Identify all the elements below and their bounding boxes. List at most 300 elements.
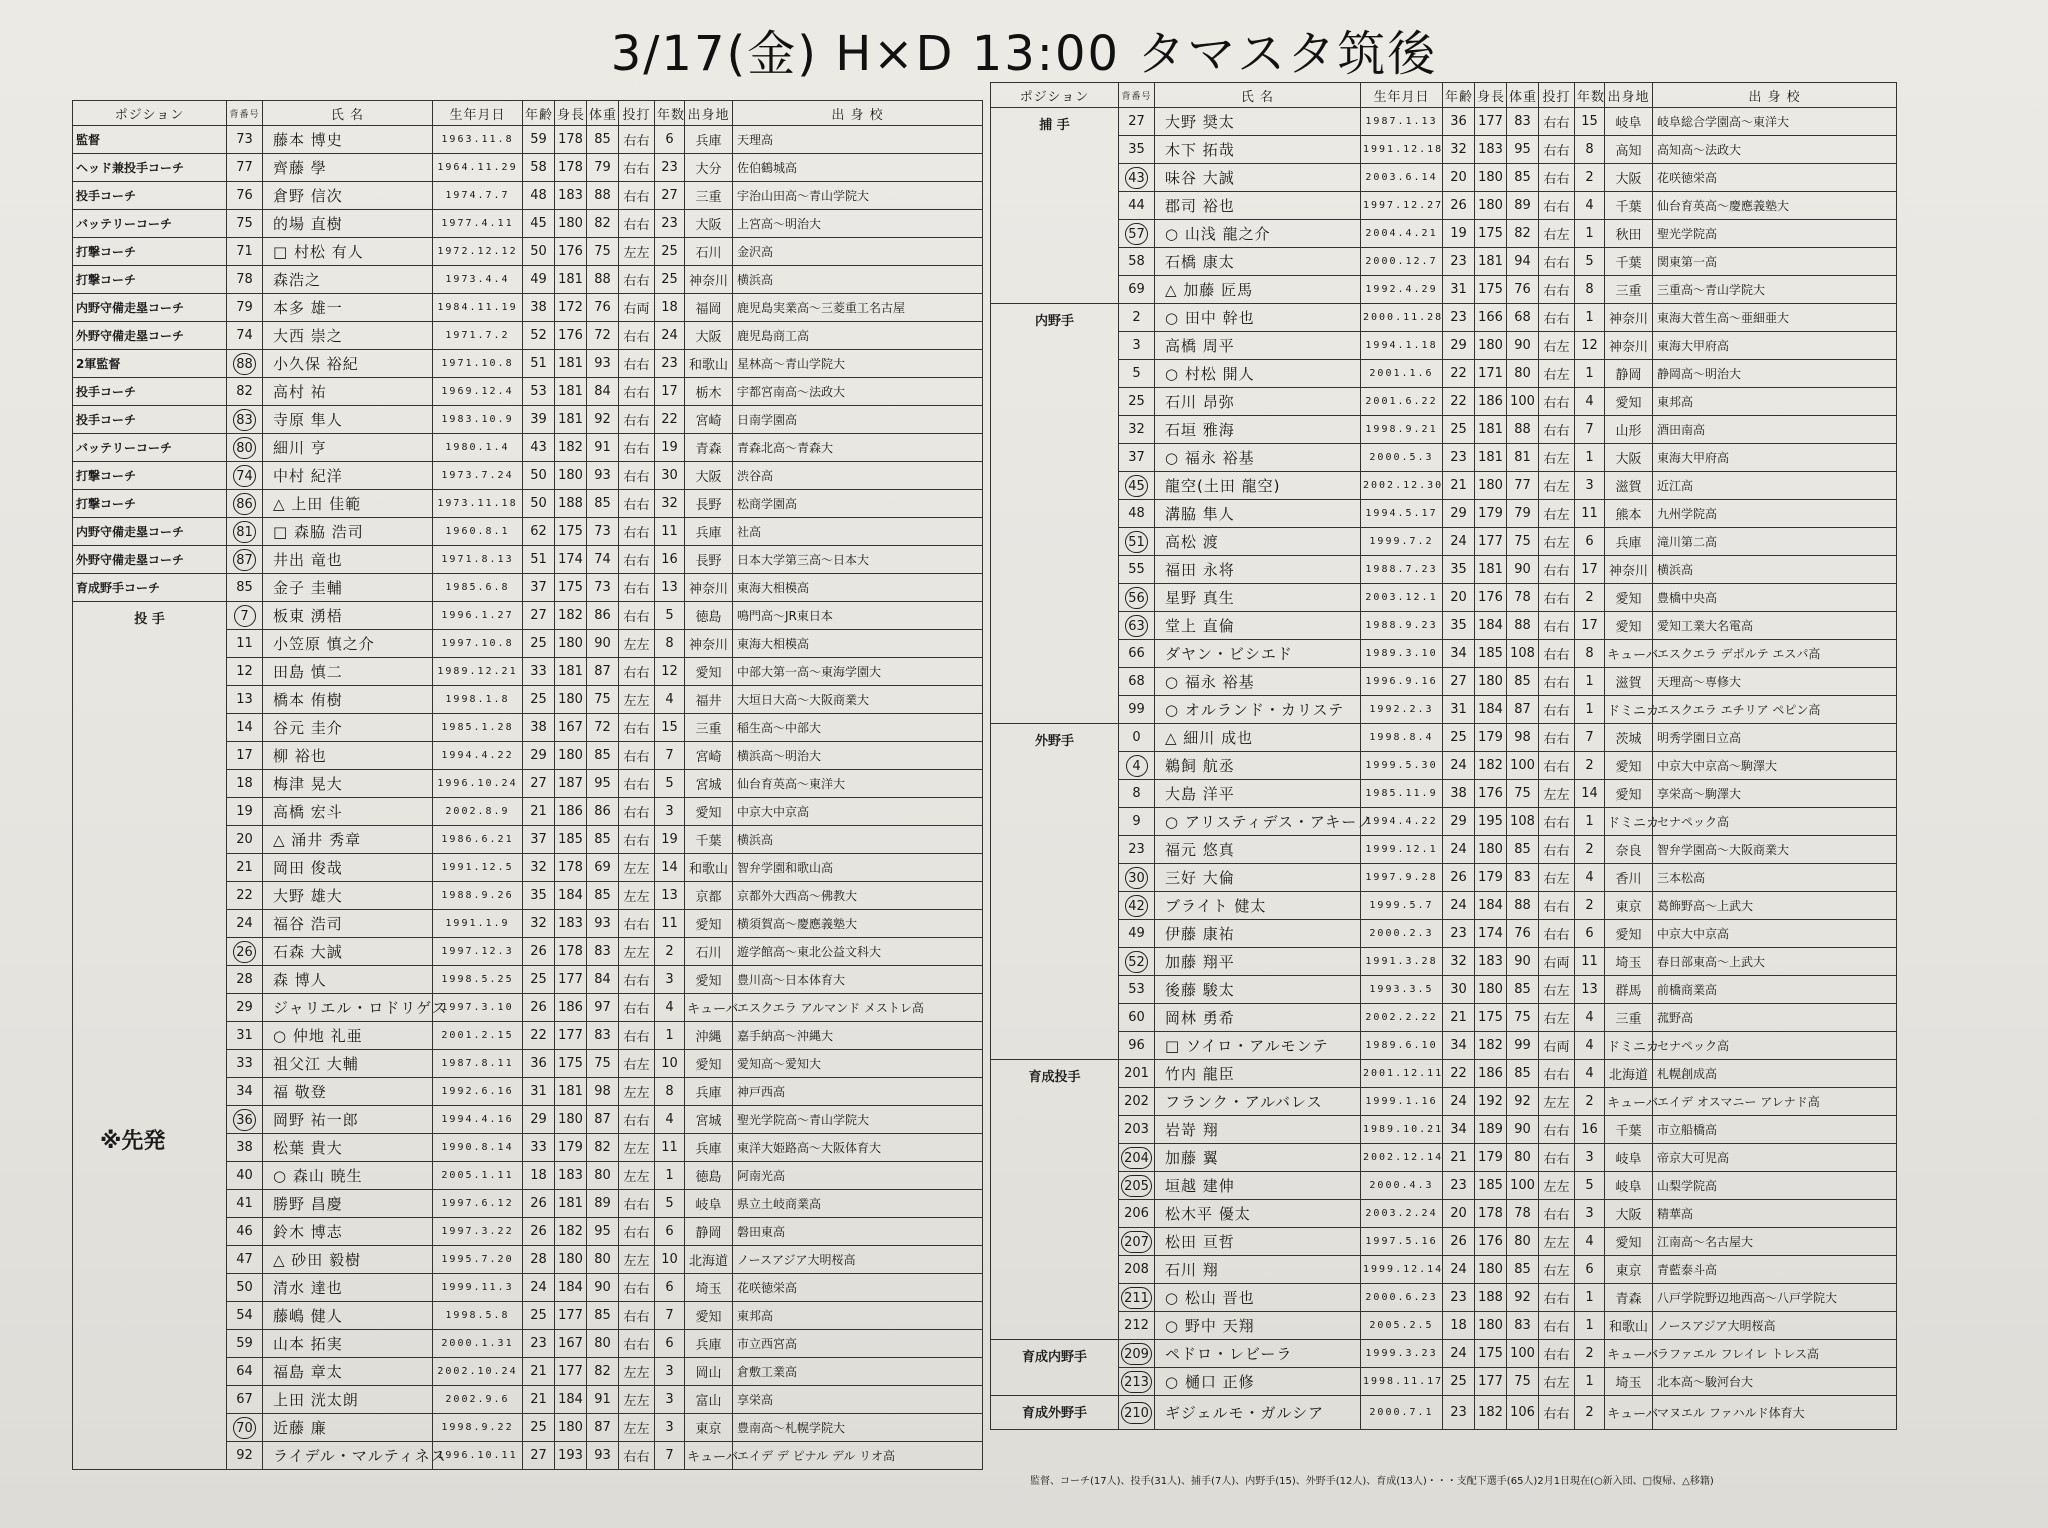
table-row <box>73 378 983 406</box>
years: 4 <box>1575 1060 1605 1088</box>
table-row <box>991 948 1897 976</box>
school: 愛知工業大名電高 <box>1653 612 1897 640</box>
height: 176 <box>555 238 587 266</box>
weight: 79 <box>587 154 619 182</box>
uniform-number <box>227 462 263 490</box>
throw-bat: 右右 <box>619 1442 655 1470</box>
years: 2 <box>1575 164 1605 192</box>
age: 33 <box>523 1134 555 1162</box>
uniform-number: 27 <box>1119 108 1155 136</box>
birth-date: 2003.2.24 <box>1361 1200 1443 1228</box>
height: 184 <box>1475 892 1507 920</box>
height: 180 <box>555 1414 587 1442</box>
school: エスクエラ アルマンド メストレ高 <box>733 994 983 1022</box>
school: 仙台育英高～東洋大 <box>733 770 983 798</box>
circled-number-mark: 80 <box>233 437 256 459</box>
height: 175 <box>1475 220 1507 248</box>
school: エイデ オスマニー アレナド高 <box>1653 1088 1897 1116</box>
school: 阿南光高 <box>733 1162 983 1190</box>
height: 195 <box>1475 808 1507 836</box>
circled-number-mark: 207 <box>1121 1231 1152 1253</box>
years: 13 <box>655 574 685 602</box>
birth-date: 1999.11.3 <box>433 1274 523 1302</box>
player-name: 岩嵜 翔 <box>1155 1116 1361 1144</box>
years: 8 <box>1575 640 1605 668</box>
school: セナペック高 <box>1653 808 1897 836</box>
circled-number-mark: 70 <box>233 1417 256 1439</box>
weight: 89 <box>1507 192 1539 220</box>
years: 2 <box>1575 752 1605 780</box>
birthplace: 兵庫 <box>685 126 733 154</box>
height: 184 <box>555 1274 587 1302</box>
table-row <box>991 472 1897 500</box>
years: 3 <box>655 966 685 994</box>
height: 182 <box>1475 752 1507 780</box>
height: 177 <box>1475 1368 1507 1396</box>
player-name: 龍空(土田 龍空) <box>1155 472 1361 500</box>
throw-bat: 左左 <box>1539 1172 1575 1200</box>
birth-date: 1987.1.13 <box>1361 108 1443 136</box>
weight: 83 <box>1507 1312 1539 1340</box>
school: 星林高～青山学院大 <box>733 350 983 378</box>
birth-date: 2003.6.14 <box>1361 164 1443 192</box>
birth-date: 1991.12.18 <box>1361 136 1443 164</box>
birthplace: 石川 <box>685 238 733 266</box>
player-name: □ 村松 有人 <box>263 238 433 266</box>
school: エスクエラ エチリア ペピン高 <box>1653 696 1897 724</box>
birth-date: 1996.9.16 <box>1361 668 1443 696</box>
uniform-number: 92 <box>227 1442 263 1470</box>
uniform-number: 55 <box>1119 556 1155 584</box>
weight: 85 <box>587 490 619 518</box>
birth-date: 1999.5.7 <box>1361 892 1443 920</box>
age: 27 <box>1443 668 1475 696</box>
weight: 75 <box>1507 1368 1539 1396</box>
height: 175 <box>555 518 587 546</box>
uniform-number: 21 <box>227 854 263 882</box>
age: 59 <box>523 126 555 154</box>
years: 8 <box>655 630 685 658</box>
weight: 87 <box>587 1106 619 1134</box>
right-table-header <box>991 83 1897 108</box>
player-name: 石森 大誠 <box>263 938 433 966</box>
age: 26 <box>523 938 555 966</box>
school: 滝川第二高 <box>1653 528 1897 556</box>
birthplace: 東京 <box>685 1414 733 1442</box>
circled-number-mark: 51 <box>1125 531 1148 553</box>
circled-number-mark: 7 <box>234 605 256 627</box>
height: 182 <box>555 434 587 462</box>
uniform-number: 74 <box>227 322 263 350</box>
height: 174 <box>1475 920 1507 948</box>
throw-bat: 右右 <box>1539 164 1575 192</box>
throw-bat: 右右 <box>1539 920 1575 948</box>
player-name: 大西 崇之 <box>263 322 433 350</box>
height: 188 <box>555 490 587 518</box>
school: 金沢高 <box>733 238 983 266</box>
height: 180 <box>555 462 587 490</box>
years: 5 <box>1575 1172 1605 1200</box>
weight: 88 <box>1507 612 1539 640</box>
birth-date: 1969.12.4 <box>433 378 523 406</box>
uniform-number <box>1119 1368 1155 1396</box>
throw-bat: 左左 <box>619 1134 655 1162</box>
school: 中京大中京高 <box>733 798 983 826</box>
throw-bat: 右左 <box>1539 500 1575 528</box>
weight: 92 <box>1507 1088 1539 1116</box>
throw-bat: 左左 <box>619 882 655 910</box>
uniform-number: 67 <box>227 1386 263 1414</box>
position-label: 打撃コーチ <box>73 462 227 490</box>
birthplace: 愛知 <box>1605 920 1653 948</box>
height: 179 <box>1475 500 1507 528</box>
weight: 72 <box>587 322 619 350</box>
age: 26 <box>523 1218 555 1246</box>
birthplace: キューバ <box>685 994 733 1022</box>
throw-bat: 右右 <box>619 1218 655 1246</box>
player-name: △ 上田 佳範 <box>263 490 433 518</box>
uniform-number: 75 <box>227 210 263 238</box>
circled-number-mark: 74 <box>233 465 256 487</box>
uniform-number: 79 <box>227 294 263 322</box>
uniform-number <box>227 546 263 574</box>
throw-bat: 右右 <box>619 742 655 770</box>
birth-date: 1973.7.24 <box>433 462 523 490</box>
school: 市立船橋高 <box>1653 1116 1897 1144</box>
player-name: 木下 拓哉 <box>1155 136 1361 164</box>
age: 26 <box>1443 192 1475 220</box>
throw-bat: 左左 <box>619 938 655 966</box>
years: 7 <box>655 1302 685 1330</box>
uniform-number <box>227 518 263 546</box>
header-position: ポジション <box>73 101 227 126</box>
age: 29 <box>1443 808 1475 836</box>
school: 静岡高～明治大 <box>1653 360 1897 388</box>
birth-date: 1963.11.8 <box>433 126 523 154</box>
uniform-number: 31 <box>227 1022 263 1050</box>
birthplace: キューバ <box>1605 1340 1653 1368</box>
years: 13 <box>655 882 685 910</box>
height: 178 <box>555 854 587 882</box>
weight: 80 <box>1507 1228 1539 1256</box>
uniform-number <box>1119 528 1155 556</box>
uniform-number: 69 <box>1119 276 1155 304</box>
birthplace: 岐阜 <box>1605 108 1653 136</box>
throw-bat: 左左 <box>619 1078 655 1106</box>
throw-bat: 右右 <box>1539 892 1575 920</box>
height: 184 <box>1475 612 1507 640</box>
birth-date: 2004.4.21 <box>1361 220 1443 248</box>
birthplace: 和歌山 <box>685 350 733 378</box>
age: 32 <box>523 910 555 938</box>
birthplace: 神奈川 <box>685 630 733 658</box>
uniform-number: 99 <box>1119 696 1155 724</box>
throw-bat: 左左 <box>619 630 655 658</box>
weight: 106 <box>1507 1396 1539 1430</box>
throw-bat: 右右 <box>619 546 655 574</box>
birthplace: 香川 <box>1605 864 1653 892</box>
school: 帝京大可児高 <box>1653 1144 1897 1172</box>
player-name: ○ 山浅 龍之介 <box>1155 220 1361 248</box>
throw-bat: 左左 <box>619 1246 655 1274</box>
height: 182 <box>1475 1396 1507 1430</box>
years: 4 <box>655 994 685 1022</box>
age: 25 <box>1443 1368 1475 1396</box>
age: 23 <box>1443 304 1475 332</box>
weight: 75 <box>587 686 619 714</box>
table-row <box>73 518 983 546</box>
birth-date: 2002.12.30 <box>1361 472 1443 500</box>
age: 29 <box>523 742 555 770</box>
age: 50 <box>523 490 555 518</box>
school: ノースアジア大明桜高 <box>733 1246 983 1274</box>
age: 24 <box>1443 836 1475 864</box>
weight: 75 <box>1507 1004 1539 1032</box>
weight: 82 <box>587 1134 619 1162</box>
table-row <box>991 360 1897 388</box>
age: 21 <box>1443 472 1475 500</box>
player-name: 大野 奨太 <box>1155 108 1361 136</box>
table-row <box>991 192 1897 220</box>
birth-date: 1999.5.30 <box>1361 752 1443 780</box>
birthplace: 愛知 <box>1605 612 1653 640</box>
years: 23 <box>655 154 685 182</box>
height: 185 <box>1475 640 1507 668</box>
player-name: 福島 章太 <box>263 1358 433 1386</box>
uniform-number <box>227 350 263 378</box>
weight: 87 <box>587 658 619 686</box>
uniform-number: 29 <box>227 994 263 1022</box>
weight: 83 <box>1507 108 1539 136</box>
weight: 85 <box>587 126 619 154</box>
circled-number-mark: 26 <box>233 941 256 963</box>
uniform-number: 48 <box>1119 500 1155 528</box>
header-height: 身長 <box>555 101 587 126</box>
throw-bat: 右左 <box>1539 976 1575 1004</box>
position-group: 捕 手 <box>991 108 1119 304</box>
school: 青森北高～青森大 <box>733 434 983 462</box>
throw-bat: 右右 <box>1539 1200 1575 1228</box>
throw-bat: 右左 <box>1539 472 1575 500</box>
position-label: 外野守備走塁コーチ <box>73 322 227 350</box>
birthplace: キューバ <box>1605 1396 1653 1430</box>
height: 183 <box>555 1162 587 1190</box>
birth-date: 1988.9.23 <box>1361 612 1443 640</box>
age: 26 <box>1443 864 1475 892</box>
birth-date: 1960.8.1 <box>433 518 523 546</box>
birthplace: 千葉 <box>1605 192 1653 220</box>
circled-number-mark: 43 <box>1125 167 1148 189</box>
school: 嘉手納高～沖縄大 <box>733 1022 983 1050</box>
throw-bat: 右右 <box>1539 416 1575 444</box>
birth-date: 1994.1.18 <box>1361 332 1443 360</box>
table-row <box>991 920 1897 948</box>
player-name: 福元 悠真 <box>1155 836 1361 864</box>
uniform-number: 18 <box>227 770 263 798</box>
table-row <box>991 1088 1897 1116</box>
birth-date: 1998.8.4 <box>1361 724 1443 752</box>
years: 1 <box>1575 668 1605 696</box>
table-row <box>991 556 1897 584</box>
school: エスクエラ デポルテ エスパ高 <box>1653 640 1897 668</box>
years: 25 <box>655 266 685 294</box>
birth-date: 1973.4.4 <box>433 266 523 294</box>
weight: 88 <box>587 182 619 210</box>
school: エイデ デ ピナル デル リオ高 <box>733 1442 983 1470</box>
birthplace: キューバ <box>685 1442 733 1470</box>
header-years: 年数 <box>1575 83 1605 108</box>
birth-date: 1998.5.8 <box>433 1302 523 1330</box>
birthplace: 熊本 <box>1605 500 1653 528</box>
throw-bat: 右右 <box>1539 640 1575 668</box>
header-weight: 体重 <box>1507 83 1539 108</box>
height: 188 <box>1475 1284 1507 1312</box>
header-number: 背番号 <box>227 101 263 126</box>
age: 22 <box>1443 360 1475 388</box>
height: 181 <box>555 378 587 406</box>
school: 県立土岐商業高 <box>733 1190 983 1218</box>
uniform-number: 208 <box>1119 1256 1155 1284</box>
birth-date: 1997.6.12 <box>433 1190 523 1218</box>
throw-bat: 右右 <box>619 518 655 546</box>
player-name: ○ 福永 裕基 <box>1155 444 1361 472</box>
weight: 75 <box>1507 528 1539 556</box>
birth-date: 1996.1.27 <box>433 602 523 630</box>
player-name: 近藤 廉 <box>263 1414 433 1442</box>
birthplace: 茨城 <box>1605 724 1653 752</box>
weight: 86 <box>587 798 619 826</box>
birthplace: 愛知 <box>685 966 733 994</box>
birthplace: 石川 <box>685 938 733 966</box>
birthplace: 滋賀 <box>1605 668 1653 696</box>
birth-date: 1974.7.7 <box>433 182 523 210</box>
years: 10 <box>655 1246 685 1274</box>
height: 183 <box>1475 136 1507 164</box>
birth-date: 1998.5.25 <box>433 966 523 994</box>
weight: 100 <box>1507 1340 1539 1368</box>
birthplace: 宮城 <box>685 1106 733 1134</box>
school: 宇都宮南高～法政大 <box>733 378 983 406</box>
age: 20 <box>1443 1200 1475 1228</box>
school: 花咲徳栄高 <box>733 1274 983 1302</box>
years: 16 <box>1575 1116 1605 1144</box>
uniform-number: 66 <box>1119 640 1155 668</box>
circled-number-mark: 86 <box>233 493 256 515</box>
school: ノースアジア大明桜高 <box>1653 1312 1897 1340</box>
school: 東海大相模高 <box>733 630 983 658</box>
weight: 83 <box>1507 864 1539 892</box>
throw-bat: 左左 <box>619 686 655 714</box>
weight: 84 <box>587 966 619 994</box>
birth-date: 1997.5.16 <box>1361 1228 1443 1256</box>
height: 186 <box>555 994 587 1022</box>
school: 横浜高 <box>733 266 983 294</box>
height: 186 <box>1475 388 1507 416</box>
school: 聖光学院高～青山学院大 <box>733 1106 983 1134</box>
birth-date: 1999.1.16 <box>1361 1088 1443 1116</box>
age: 22 <box>1443 1060 1475 1088</box>
birth-date: 2002.9.6 <box>433 1386 523 1414</box>
birthplace: 高知 <box>1605 136 1653 164</box>
height: 183 <box>555 910 587 938</box>
throw-bat: 左左 <box>619 1414 655 1442</box>
player-name: 大野 雄大 <box>263 882 433 910</box>
birth-date: 1997.10.8 <box>433 630 523 658</box>
birthplace: 神奈川 <box>1605 332 1653 360</box>
uniform-number <box>1119 752 1155 780</box>
player-name: 鵜飼 航丞 <box>1155 752 1361 780</box>
uniform-number: 40 <box>227 1162 263 1190</box>
height: 172 <box>555 294 587 322</box>
years: 17 <box>1575 556 1605 584</box>
table-row <box>73 490 983 518</box>
weight: 80 <box>587 1330 619 1358</box>
throw-bat: 右右 <box>619 434 655 462</box>
table-row <box>73 182 983 210</box>
school: 鹿児島実業高～三菱重工名古屋 <box>733 294 983 322</box>
years: 17 <box>1575 612 1605 640</box>
player-name: 柳 裕也 <box>263 742 433 770</box>
circled-number-mark: 63 <box>1125 615 1148 637</box>
age: 24 <box>1443 752 1475 780</box>
position-group: 内野手 <box>991 304 1119 724</box>
weight: 95 <box>587 1218 619 1246</box>
birth-date: 1984.11.19 <box>433 294 523 322</box>
uniform-number: 71 <box>227 238 263 266</box>
weight: 95 <box>587 770 619 798</box>
uniform-number: 14 <box>227 714 263 742</box>
table-row <box>991 584 1897 612</box>
player-name: 寺原 隼人 <box>263 406 433 434</box>
uniform-number: 203 <box>1119 1116 1155 1144</box>
weight: 93 <box>587 462 619 490</box>
uniform-number: 12 <box>227 658 263 686</box>
height: 179 <box>1475 864 1507 892</box>
table-row <box>73 294 983 322</box>
table-row <box>991 388 1897 416</box>
age: 24 <box>1443 1256 1475 1284</box>
weight: 73 <box>587 574 619 602</box>
school: 横須賀高～慶應義塾大 <box>733 910 983 938</box>
table-row <box>991 892 1897 920</box>
height: 186 <box>1475 1060 1507 1088</box>
birth-date: 2001.2.15 <box>433 1022 523 1050</box>
player-name: ○ 田中 幹也 <box>1155 304 1361 332</box>
years: 7 <box>1575 416 1605 444</box>
birthplace: 静岡 <box>1605 360 1653 388</box>
age: 48 <box>523 182 555 210</box>
throw-bat: 右右 <box>1539 1284 1575 1312</box>
school: 前橋商業高 <box>1653 976 1897 1004</box>
circled-number-mark: 30 <box>1125 867 1148 889</box>
school: 智弁学園和歌山高 <box>733 854 983 882</box>
table-row <box>991 752 1897 780</box>
birth-date: 2000.1.31 <box>433 1330 523 1358</box>
school: 春日部東高～上武大 <box>1653 948 1897 976</box>
age: 21 <box>1443 1004 1475 1032</box>
birth-date: 2002.10.24 <box>433 1358 523 1386</box>
weight: 76 <box>1507 276 1539 304</box>
age: 35 <box>1443 612 1475 640</box>
school: 日南学園高 <box>733 406 983 434</box>
birthplace: 静岡 <box>685 1218 733 1246</box>
years: 1 <box>1575 808 1605 836</box>
height: 189 <box>1475 1116 1507 1144</box>
birth-date: 1999.7.2 <box>1361 528 1443 556</box>
age: 21 <box>1443 1144 1475 1172</box>
table-row <box>73 462 983 490</box>
years: 12 <box>1575 332 1605 360</box>
